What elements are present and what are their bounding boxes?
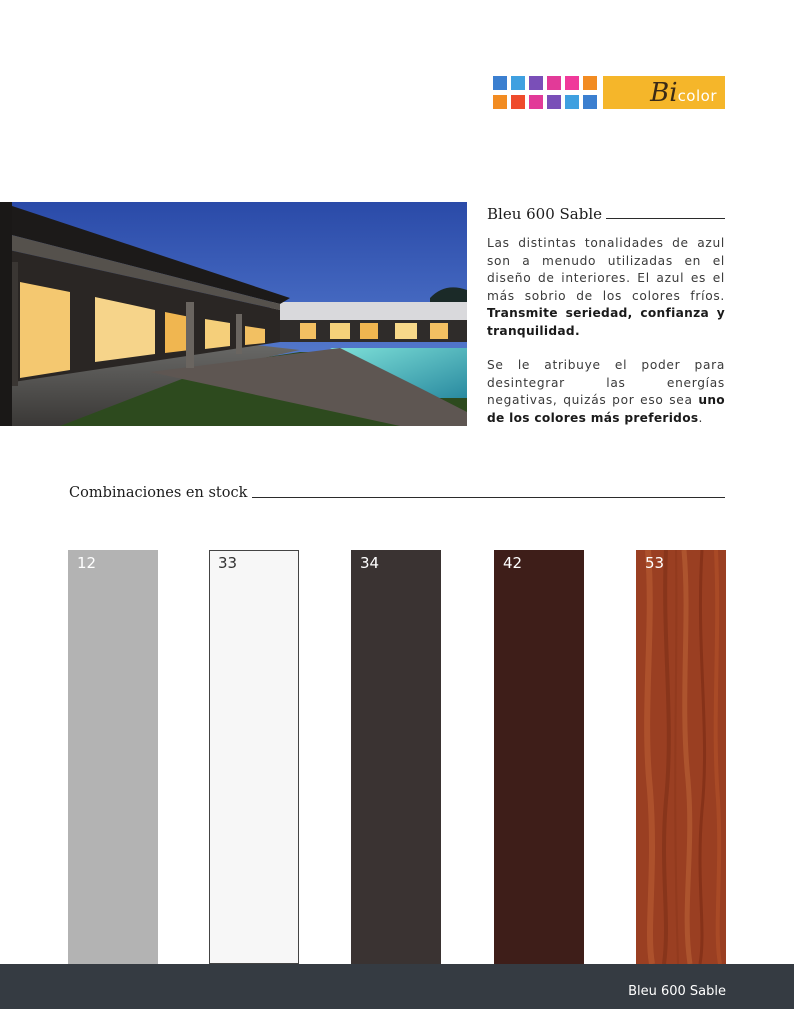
logo-square bbox=[493, 95, 507, 109]
swatch-code: 34 bbox=[360, 554, 380, 572]
swatch-42 bbox=[494, 550, 584, 964]
title-rule bbox=[606, 218, 725, 219]
swatch-code: 53 bbox=[645, 554, 665, 572]
footer-bar bbox=[0, 964, 794, 1009]
swatch-34 bbox=[351, 550, 441, 964]
house-pool-photo bbox=[0, 202, 467, 426]
logo-square bbox=[529, 76, 543, 90]
product-title-row bbox=[487, 203, 725, 223]
wood-grain-texture bbox=[636, 550, 726, 964]
logo-square bbox=[547, 76, 561, 90]
logo-square bbox=[565, 76, 579, 90]
logo-square bbox=[493, 76, 507, 90]
logo-band bbox=[603, 76, 725, 109]
swatch-53-wood bbox=[636, 550, 726, 964]
section-rule bbox=[252, 497, 725, 498]
logo-square bbox=[547, 95, 561, 109]
logo-square bbox=[583, 95, 597, 109]
logo-square bbox=[565, 95, 579, 109]
swatch-code: 33 bbox=[218, 554, 238, 572]
logo-square bbox=[511, 95, 525, 109]
section-heading-row bbox=[69, 482, 725, 502]
logo-square bbox=[583, 76, 597, 90]
description-paragraph-1: Las distintas tonalidades de azul son a menudo utilizadas en el diseño de interiores. El azul es el más sobrio de los colores fríos. Transmite seriedad, confianza y tranquilidad. bbox=[487, 236, 725, 338]
footer-label: Bleu 600 Sable bbox=[628, 984, 726, 999]
swatch-12 bbox=[68, 550, 158, 964]
logo-square bbox=[511, 76, 525, 90]
swatch-33 bbox=[209, 550, 299, 964]
logo-color-grid bbox=[493, 76, 601, 109]
bicolor-logo bbox=[493, 76, 725, 109]
description-paragraph-2: Se le atribuye el poder para desintegrar las energías negativas, quizás por eso sea uno de los colores más preferidos. bbox=[487, 358, 725, 425]
description-highlight-2: uno de los colores más preferidos bbox=[487, 393, 725, 425]
logo-text: Bicolor bbox=[650, 78, 717, 108]
description-highlight-1: Transmite seriedad, confianza y tranquilidad. bbox=[487, 306, 725, 338]
product-title: Bleu 600 Sable bbox=[487, 205, 603, 223]
section-title: Combinaciones en stock bbox=[69, 485, 248, 501]
swatch-code: 42 bbox=[503, 554, 523, 572]
logo-square bbox=[529, 95, 543, 109]
swatch-code: 12 bbox=[77, 554, 97, 572]
